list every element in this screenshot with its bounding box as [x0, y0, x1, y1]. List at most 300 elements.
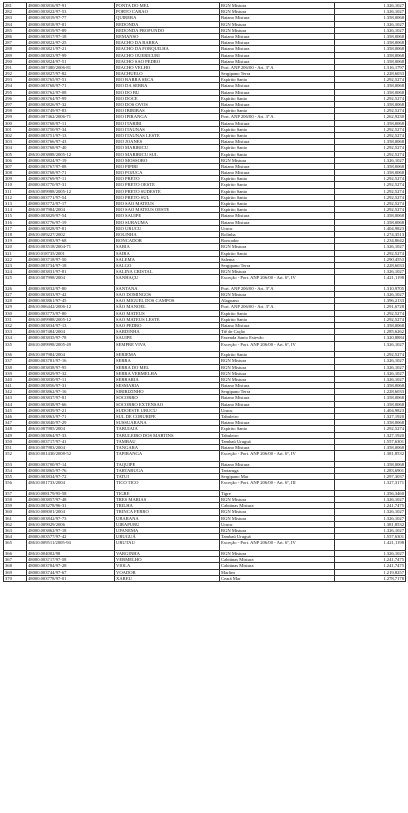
field-name: RIO URUCU	[115, 225, 220, 231]
price-value: 1.292,5274	[335, 176, 406, 182]
row-number: 283	[4, 15, 27, 21]
price-value: 1.241,7475	[335, 563, 406, 569]
field-name: RIO SAO MATEUS	[115, 201, 220, 207]
field-name: RIO MARIRICU	[115, 145, 220, 151]
field-name: SANTANA	[115, 285, 220, 291]
field-name: SAIRA	[115, 250, 220, 256]
row-number: 367	[4, 557, 27, 563]
process-number: 48000.003863/97-71	[27, 414, 115, 420]
row-number: 308	[4, 170, 27, 176]
process-number: 48610.007484/2004	[27, 329, 115, 335]
row-number: 297	[4, 102, 27, 108]
process-number: 48000.003768/97-40	[27, 145, 115, 151]
price-value: 1.421,1198	[335, 540, 406, 551]
price-value: 1.358,0068	[335, 102, 406, 108]
process-number: 48000.003829/97-32	[27, 370, 115, 376]
row-number: 351	[4, 444, 27, 450]
row-number: 302	[4, 132, 27, 138]
price-value: 1.274,3513	[335, 231, 406, 237]
price-value: 1.219,8257	[335, 569, 406, 575]
reference-stream: Espírito Santo	[220, 426, 335, 432]
table-row	[4, 275, 406, 286]
row-number: 316	[4, 219, 27, 225]
price-value: 1.327,1920	[335, 432, 406, 438]
reference-stream: Tiê de Cação	[220, 329, 335, 335]
reference-stream: RGN Mistura	[220, 292, 335, 298]
field-name: SAO MATEUS LESTE	[115, 316, 220, 322]
row-number: 314	[4, 207, 27, 213]
field-name: UBARANA	[115, 515, 220, 521]
price-value: 1.358,0068	[335, 15, 406, 21]
reference-stream: Fazenda Santo Estevão	[220, 335, 335, 341]
reference-stream: Baiano Mistura	[220, 461, 335, 467]
price-value: 1.292,5274	[335, 145, 406, 151]
price-value: 1.241,7475	[335, 557, 406, 563]
process-number: 48000.003826/97-32	[27, 102, 115, 108]
price-value: 1.292,5274	[335, 77, 406, 83]
field-name: SUSSUARANA	[115, 420, 220, 426]
row-number: 293	[4, 77, 27, 83]
price-value: 1.358,0068	[335, 89, 406, 95]
process-number: 48000.003718/97-50	[27, 256, 115, 262]
price-value: 1.326,1027	[335, 364, 406, 370]
reference-stream: Baiano Mistura	[220, 383, 335, 389]
price-value: 1.234,8642	[335, 238, 406, 244]
price-value: 1.292,5274	[335, 310, 406, 316]
process-number: 48000.003772/97-17	[27, 201, 115, 207]
reference-stream: Exceção - Port. ANP 206/00 - Art. 6º, IV	[220, 451, 335, 462]
reference-stream: Espírito Santo	[220, 126, 335, 132]
process-number: 48610.004002/98	[27, 550, 115, 556]
field-name: RIACHO DA BARRA	[115, 40, 220, 46]
process-number: 48610.009998/2005-49	[27, 341, 115, 352]
price-value: 1.326,1027	[335, 3, 406, 9]
process-number: 48000.003717/97-58	[27, 557, 115, 563]
row-number: 299	[4, 114, 27, 120]
reference-stream: Sergipano Mar	[220, 474, 335, 480]
price-value: 1.326,1027	[335, 528, 406, 534]
row-number: 357	[4, 490, 27, 496]
field-name: SAO DOMINGOS	[115, 292, 220, 298]
reference-stream: RGN Mistura	[220, 3, 335, 9]
field-name: VARGINHA	[115, 550, 220, 556]
row-number: 368	[4, 563, 27, 569]
reference-stream: Baiano Mistura	[220, 15, 335, 21]
reference-stream: RGN Mistura	[220, 157, 335, 163]
reference-stream: Port. ANP 206/00 - Art. 3º A	[220, 285, 335, 291]
price-value: 1.381,8532	[335, 451, 406, 462]
field-name: RIO DA SERRA	[115, 83, 220, 89]
row-number: 289	[4, 52, 27, 58]
reference-stream: Baiano Mistura	[220, 444, 335, 450]
row-number: 341	[4, 383, 27, 389]
field-name: SALEMA	[115, 256, 220, 262]
process-number: 48000.003769/97-11	[27, 176, 115, 182]
field-name: UIRAPURU	[115, 521, 220, 527]
row-number: 359	[4, 503, 27, 509]
row-number: 318	[4, 231, 27, 237]
reference-stream: Exceção - Port. ANP 206/00 - Art. 6º, IV	[220, 275, 335, 286]
row-number: 294	[4, 83, 27, 89]
process-number: 48000.003831/97-81	[27, 269, 115, 275]
reference-stream: Espírito Santo	[220, 182, 335, 188]
field-name: RIO IBIRIBAS	[115, 108, 220, 114]
field-name: RIO PIPIRI	[115, 163, 220, 169]
reference-stream: Baiano Mistura	[220, 395, 335, 401]
field-name: REDONDA	[115, 21, 220, 27]
process-number: 48000.003821/97-21	[27, 46, 115, 52]
row-number: 291	[4, 64, 27, 70]
reference-stream: Ceará Mar	[220, 575, 335, 581]
reference-stream: Espírito Santo	[220, 352, 335, 358]
table-row	[4, 575, 406, 581]
process-number: 48000.003744/97-67	[27, 569, 115, 575]
row-number: 303	[4, 139, 27, 145]
process-number: 48000.003765/97-51	[27, 77, 115, 83]
process-number: 48610.001430/2008-52	[27, 451, 115, 462]
field-name: SERIEMA	[115, 352, 220, 358]
field-name: RIACHO DA FORQUILHA	[115, 46, 220, 52]
process-number: 48000.003770/97-31	[27, 182, 115, 188]
field-name: SESMARIA	[115, 383, 220, 389]
field-name: SERRARIA	[115, 376, 220, 382]
price-value: 1.292,5274	[335, 207, 406, 213]
reference-stream: Tartaruga	[220, 467, 335, 473]
table-row	[4, 341, 406, 352]
field-name: URUGUÁ	[115, 534, 220, 540]
price-value: 1.316,1797	[335, 64, 406, 70]
process-number: 48610.006442/2006-12	[27, 304, 115, 310]
price-value: 1.292,5274	[335, 352, 406, 358]
price-value: 1.404,9823	[335, 407, 406, 413]
row-number: 317	[4, 225, 27, 231]
field-name: SANHAÇU	[115, 275, 220, 286]
row-number: 286	[4, 33, 27, 39]
row-number: 326	[4, 285, 27, 291]
process-number: 48000.003734/97-18	[27, 262, 115, 268]
process-number: 48000.003700/97-14	[27, 461, 115, 467]
process-number: 48000.003784/97-28	[27, 563, 115, 569]
field-name: SAUIPE	[115, 335, 220, 341]
process-number: 48000.003861/97-45	[27, 298, 115, 304]
field-name: QUIRERA	[115, 15, 220, 21]
process-number: 48000.003751/97-13	[27, 132, 115, 138]
field-name: RIO ITAUNAS	[115, 126, 220, 132]
row-number: 300	[4, 120, 27, 126]
price-value: 1.326,1027	[335, 515, 406, 521]
price-value: 1.396,2133	[335, 298, 406, 304]
reference-stream: Cabiúnas Mistura	[220, 503, 335, 509]
process-number: 48000.003864/97-33	[27, 432, 115, 438]
field-name: PONTA DO MEL	[115, 3, 220, 9]
field-name: UPANEMA	[115, 528, 220, 534]
price-value: 1.358,0068	[335, 58, 406, 64]
row-number: 301	[4, 126, 27, 132]
row-number: 335	[4, 341, 27, 352]
price-value: 1.292,5274	[335, 316, 406, 322]
process-number: 48610.003888/2005-12	[27, 151, 115, 157]
process-number: 48000.003829/97-54	[27, 213, 115, 219]
process-number: 48000.003750/97-34	[27, 126, 115, 132]
price-value: 1.358,0068	[335, 461, 406, 467]
field-name: RIO MOSSORO	[115, 157, 220, 163]
process-number: 48000.003768/97-11	[27, 120, 115, 126]
field-name: RIO JOANES	[115, 139, 220, 145]
reference-stream: Port. ANP 206/00 - Art. 3º A	[220, 114, 335, 120]
price-value: 1.358,0068	[335, 420, 406, 426]
price-value: 1.421,1198	[335, 275, 406, 286]
reference-stream: Urucu	[220, 521, 335, 527]
reference-stream: Alagoano	[220, 298, 335, 304]
field-name: TABUIAIA	[115, 426, 220, 432]
reference-stream: Espírito Santo	[220, 201, 335, 207]
reference-stream: Marlim	[220, 569, 335, 575]
price-value: 1.292,5274	[335, 132, 406, 138]
field-name: SALINA CRISTAL	[115, 269, 220, 275]
price-value: 1.292,5274	[335, 182, 406, 188]
field-name: RIO PRETO SUDESTE	[115, 188, 220, 194]
reference-stream: Baiano Mistura	[220, 120, 335, 126]
field-name: TATUI	[115, 474, 220, 480]
price-value: 1.326,1027	[335, 376, 406, 382]
reference-stream: RGN Mistura	[220, 269, 335, 275]
price-value: 1.292,5274	[335, 108, 406, 114]
process-number: 48000.003862/97-18	[27, 528, 115, 534]
row-number: 362	[4, 521, 27, 527]
reference-stream: Cabiúnas Mistura	[220, 557, 335, 563]
field-name: RIO SAUIPE	[115, 213, 220, 219]
field-name: RIACHO VELHO	[115, 64, 220, 70]
reference-stream: Espírito Santo	[220, 194, 335, 200]
row-number: 282	[4, 9, 27, 15]
reference-stream: Espírito Santo	[220, 310, 335, 316]
field-name: RIO PRETO	[115, 176, 220, 182]
process-number: 48610.007985/2004	[27, 426, 115, 432]
row-number: 347	[4, 420, 27, 426]
price-value: 1.292,5274	[335, 426, 406, 432]
process-number: 48000.003766/97-43	[27, 139, 115, 145]
row-number: 329	[4, 304, 27, 310]
reference-stream: Baiano Mistura	[220, 46, 335, 52]
price-value: 1.292,5274	[335, 151, 406, 157]
field-name: REDONDA PROFUNDO	[115, 27, 220, 33]
table-row	[4, 540, 406, 551]
process-number: 48610.009227/2002	[27, 231, 115, 237]
field-name: PORTO CARAO	[115, 9, 220, 15]
reference-stream: Espírito Santo	[220, 207, 335, 213]
field-name: RIO PRETO SUL	[115, 194, 220, 200]
reference-stream: Espírito Santo	[220, 77, 335, 83]
row-number: 353	[4, 461, 27, 467]
reference-stream: Sergipano Terra	[220, 262, 335, 268]
reference-stream: Baiano Mistura	[220, 163, 335, 169]
row-number: 323	[4, 262, 27, 268]
reference-stream: Port. ANP 206/00 - Art. 3º A	[220, 304, 335, 310]
price-value: 1.326,1027	[335, 370, 406, 376]
row-number: 365	[4, 540, 27, 551]
price-value: 1.290,4553	[335, 256, 406, 262]
row-number: 310	[4, 182, 27, 188]
reference-stream: Espírito Santo	[220, 95, 335, 101]
row-number: 369	[4, 569, 27, 575]
row-number: 285	[4, 27, 27, 33]
row-number: 338	[4, 364, 27, 370]
price-value: 1.358,0068	[335, 52, 406, 58]
process-number: 48000.003767/97-08	[27, 163, 115, 169]
row-number: 363	[4, 528, 27, 534]
row-number: 350	[4, 438, 27, 444]
process-number: 48000.003824/97-51	[27, 58, 115, 64]
row-number: 346	[4, 414, 27, 420]
price-value: 1.327,1920	[335, 414, 406, 420]
process-number: 48610.008001/2004	[27, 509, 115, 515]
reference-stream: Baiano Mistura	[220, 58, 335, 64]
price-value: 1.358,0068	[335, 83, 406, 89]
reference-stream: RGN Mistura	[220, 9, 335, 15]
row-number: 336	[4, 352, 27, 358]
price-value: 1.358,0068	[335, 163, 406, 169]
process-number: 48610.007984/2004	[27, 352, 115, 358]
reference-stream: Baiano Mistura	[220, 322, 335, 328]
reference-stream: Espírito Santo	[220, 145, 335, 151]
price-value: 1.228,6033	[335, 389, 406, 395]
reference-stream: Tabuleiro	[220, 414, 335, 420]
field-name: RIO SUBAUMA	[115, 219, 220, 225]
field-name: RIO MARIRICU SUL	[115, 151, 220, 157]
price-value: 1.228,6033	[335, 71, 406, 77]
row-number: 322	[4, 256, 27, 262]
reference-stream: Baiano Mistura	[220, 213, 335, 219]
reference-stream: Espírito Santo	[220, 188, 335, 194]
row-number: 305	[4, 151, 27, 157]
row-number: 304	[4, 145, 27, 151]
field-name: REMANSO	[115, 33, 220, 39]
price-value: 1.292,5274	[335, 188, 406, 194]
price-value: 1.292,5274	[335, 201, 406, 207]
process-number: 48000.003764/97-99	[27, 95, 115, 101]
row-number: 366	[4, 550, 27, 556]
row-number: 312	[4, 194, 27, 200]
process-number: 48000.003857/97-48	[27, 497, 115, 503]
reference-stream: Tambaú Uruguá	[220, 534, 335, 540]
process-number: 48000.003749/97-83	[27, 108, 115, 114]
process-number: 48000.003862/97-16	[27, 389, 115, 395]
process-number: 48000.003835/97-78	[27, 335, 115, 341]
process-number: 48000.003781/97-16	[27, 358, 115, 364]
field-name: VERMELHO	[115, 557, 220, 563]
price-value: 1.278,7178	[335, 575, 406, 581]
reference-stream: Roncador	[220, 238, 335, 244]
price-value: 1.358,0068	[335, 46, 406, 52]
reference-stream: RGN Mistura	[220, 364, 335, 370]
process-number: 48000.003822/97-25	[27, 40, 115, 46]
reference-stream: Baiano Mistura	[220, 83, 335, 89]
price-value: 1.358,0068	[335, 139, 406, 145]
field-name: XAREU	[115, 575, 220, 581]
price-value: 1.292,5274	[335, 126, 406, 132]
row-number: 342	[4, 389, 27, 395]
price-value: 1.292,5274	[335, 250, 406, 256]
field-name: RIO SAO MATEUS OESTE	[115, 207, 220, 213]
row-number: 330	[4, 310, 27, 316]
price-value: 1.326,1027	[335, 244, 406, 250]
field-name: TAMBAU	[115, 438, 220, 444]
field-name: SAO MIGUEL DOS CAMPOS	[115, 298, 220, 304]
process-number: 48000.003768/97-71	[27, 170, 115, 176]
process-number: 48000.003839/97-21	[27, 407, 115, 413]
field-name: TIGRE	[115, 490, 220, 496]
reference-stream: RGN Mistura	[220, 370, 335, 376]
price-value: 1.285,6262	[335, 329, 406, 335]
row-number: 306	[4, 157, 27, 163]
process-number: 48000.003832/97-80	[27, 285, 115, 291]
field-name: ROLINHA	[115, 231, 220, 237]
reference-stream: Espírito Santo	[220, 132, 335, 138]
process-number: 48000.003856/97-31	[27, 383, 115, 389]
process-number: 48610.009929/2006	[27, 521, 115, 527]
process-number: 48000.003773/97-80	[27, 310, 115, 316]
row-number: 307	[4, 163, 27, 169]
price-value: 1.228,6033	[335, 262, 406, 268]
price-value: 1.320,8884	[335, 335, 406, 341]
row-number: 344	[4, 401, 27, 407]
field-name: SARDINHA	[115, 329, 220, 335]
price-value: 1.358,0068	[335, 33, 406, 39]
field-name: SEMPRE VIVA	[115, 341, 220, 352]
reference-stream: Espírito Santo	[220, 250, 335, 256]
field-name: SÃO MANOEL	[115, 304, 220, 310]
field-name: SERRA VERMELHA	[115, 370, 220, 376]
process-number: 48610.009988/2005-12	[27, 188, 115, 194]
process-number: 48610.003518/2004-71	[27, 244, 115, 250]
row-number: 324	[4, 269, 27, 275]
price-value: 1.358,0068	[335, 170, 406, 176]
price-value: 1.358,0068	[335, 120, 406, 126]
process-number: 48000.003717/97-41	[27, 438, 115, 444]
reference-stream: Rolinha	[220, 231, 335, 237]
row-number: 321	[4, 250, 27, 256]
row-number: 354	[4, 467, 27, 473]
row-number: 284	[4, 21, 27, 27]
reference-stream: Exceção - Port. ANP 206/00 - Art. 6º, IV	[220, 341, 335, 352]
price-value: 1.326,1027	[335, 550, 406, 556]
field-name: TICO TICO	[115, 480, 220, 491]
reference-stream: Baiano Mistura	[220, 52, 335, 58]
field-name: RIO IPIRANGA	[115, 114, 220, 120]
row-number: 290	[4, 58, 27, 64]
field-name: RIO DO BU	[115, 89, 220, 95]
price-value: 1.358,0068	[335, 383, 406, 389]
reference-stream: RGN Mistura	[220, 515, 335, 521]
field-name: RIO ITARIRI	[115, 120, 220, 126]
reference-stream: RGN Mistura	[220, 358, 335, 364]
process-number: 48000.003842/97-73	[27, 515, 115, 521]
row-number: 320	[4, 244, 27, 250]
reference-stream: Tambaú Uruguá	[220, 438, 335, 444]
process-number: 48000.003834/97-13	[27, 322, 115, 328]
reference-stream: RGN Mistura	[220, 509, 335, 515]
reference-stream: Baiano Mistura	[220, 420, 335, 426]
row-number: 358	[4, 497, 27, 503]
process-number: 48000.003837/97-81	[27, 395, 115, 401]
field-name: RIACHUELO	[115, 71, 220, 77]
process-number: 48000.003818/97-81	[27, 21, 115, 27]
row-number: 355	[4, 474, 27, 480]
field-name: TANGARA	[115, 444, 220, 450]
price-value: 1.381,8532	[335, 521, 406, 527]
price-value: 1.292,5274	[335, 95, 406, 101]
reference-stream: Espírito Santo	[220, 151, 335, 157]
